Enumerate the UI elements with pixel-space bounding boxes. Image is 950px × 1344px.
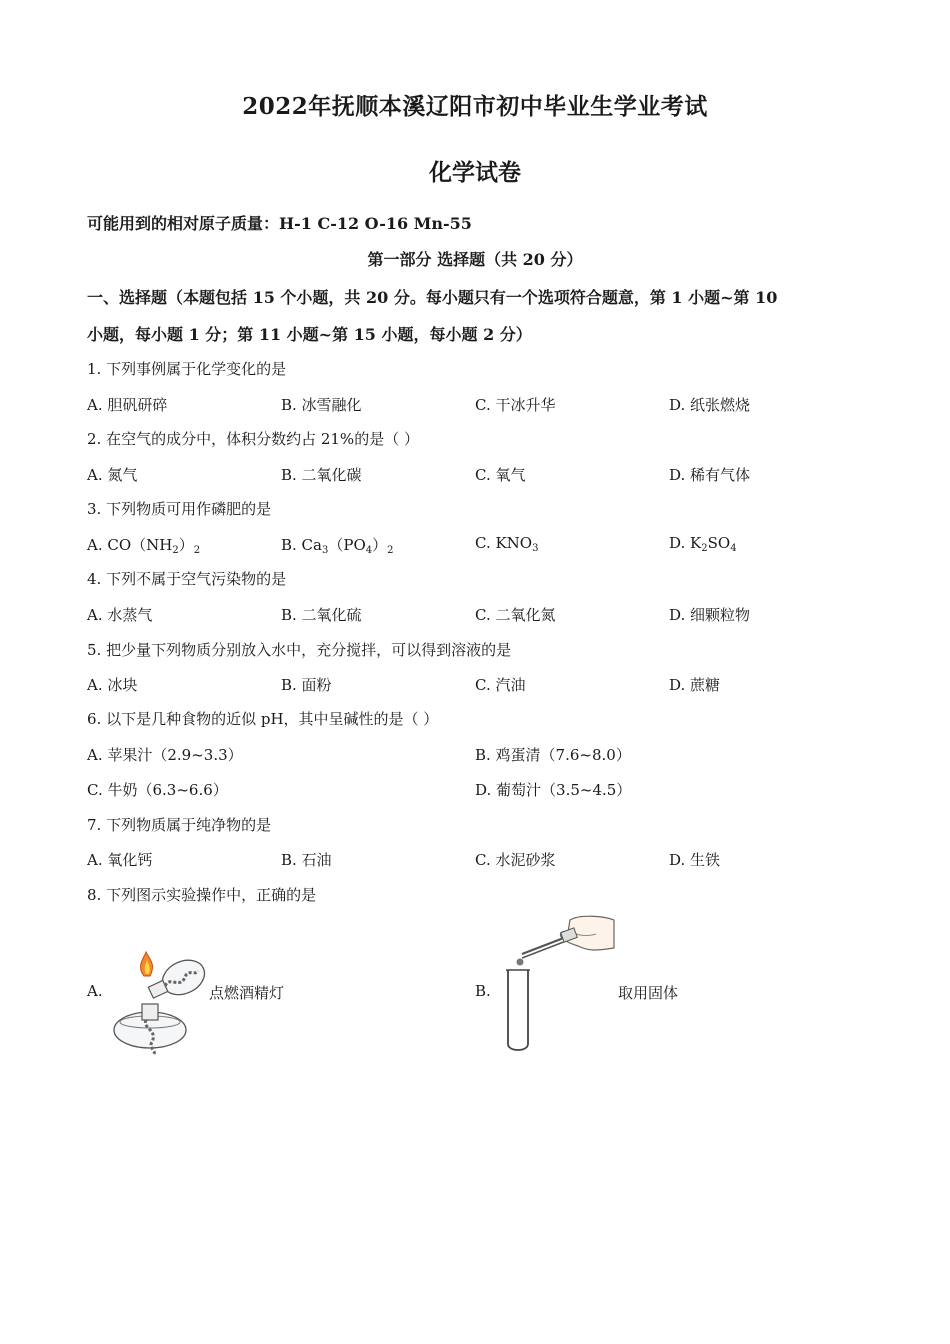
q7-option-a: A. 氧化钙 [87,851,153,869]
q8-option-b-caption: 取用固体 [618,984,679,1002]
q5-option-d: D. 蔗糖 [669,676,721,694]
q5-option-b: B. 面粉 [281,676,332,694]
section1-instructions-line2: 小题，每小题 1 分；第 11 小题~第 15 小题，每小题 2 分） [87,325,532,344]
q4-option-d: D. 细颗粒物 [669,606,751,624]
q6-option-b: B. 鸡蛋清（7.6~8.0） [475,746,631,764]
q2-option-c: C. 氧气 [475,466,526,484]
q2-option-a: A. 氮气 [87,466,138,484]
atomic-masses: 可能用到的相对原子质量：H-1 C-12 O-16 Mn-55 [87,214,472,233]
question-4-stem: 4. 下列不属于空气污染物的是 [87,570,287,588]
q4-option-c: C. 二氧化氮 [475,606,556,624]
question-1-stem: 1. 下列事例属于化学变化的是 [87,360,287,378]
q4-option-b: B. 二氧化硫 [281,606,362,624]
question-8-stem: 8. 下列图示实验操作中，正确的是 [87,886,317,904]
q5-option-a: A. 冰块 [87,676,138,694]
part1-title: 第一部分 选择题（共 20 分） [367,250,583,269]
q1-option-a: A. 胆矾研碎 [87,396,168,414]
q2-option-b: B. 二氧化碳 [281,466,362,484]
exam-title: 2022年抚顺本溪辽阳市初中毕业生学业考试 [242,93,708,120]
q3-option-b: B. $Ca_3(PO_4)_2$ [281,536,394,556]
q3-option-d: D. $K_2SO_4$ [669,534,737,554]
q3-option-a: A. $CO(NH_2)_2$ [87,536,201,556]
q6-option-a: A. 苹果汁（2.9~3.3） [87,746,243,764]
q5-option-c: C. 汽油 [475,676,526,694]
alcohol-lamp-lighting-icon [106,950,210,1058]
question-5-stem: 5. 把少量下列物质分别放入水中，充分搅拌，可以得到溶液的是 [87,641,512,659]
q1-option-c: C. 干冰升华 [475,396,556,414]
q7-option-c: C. 水泥砂浆 [475,851,556,869]
q4-option-a: A. 水蒸气 [87,606,153,624]
question-7-stem: 7. 下列物质属于纯净物的是 [87,816,272,834]
question-2-stem: 2. 在空气的成分中，体积分数约占 21%的是（ ） [87,430,419,448]
q8-option-a-caption: 点燃酒精灯 [209,984,285,1002]
q8-option-b-letter: B. [475,982,491,1000]
question-6-stem: 6. 以下是几种食物的近似 pH，其中呈碱性的是（ ） [87,710,439,728]
q3-option-c: C. $KNO_3$ [475,534,539,554]
exam-subtitle: 化学试卷 [429,159,521,186]
q8-option-a-letter: A. [87,982,103,1000]
q6-option-c: C. 牛奶（6.3~6.6） [87,781,228,799]
q7-option-b: B. 石油 [281,851,332,869]
q6-option-d: D. 葡萄汁（3.5~4.5） [475,781,632,799]
test-tube-tweezers-icon [500,912,618,1056]
q2-option-d: D. 稀有气体 [669,466,751,484]
q7-option-d: D. 生铁 [669,851,721,869]
question-3-stem: 3. 下列物质可用作磷肥的是 [87,500,272,518]
q1-option-d: D. 纸张燃烧 [669,396,751,414]
q1-option-b: B. 冰雪融化 [281,396,362,414]
section1-instructions-line1: 一、选择题（本题包括 15 个小题，共 20 分。每小题只有一个选项符合题意，第 1 小题~第 10 [87,288,778,307]
